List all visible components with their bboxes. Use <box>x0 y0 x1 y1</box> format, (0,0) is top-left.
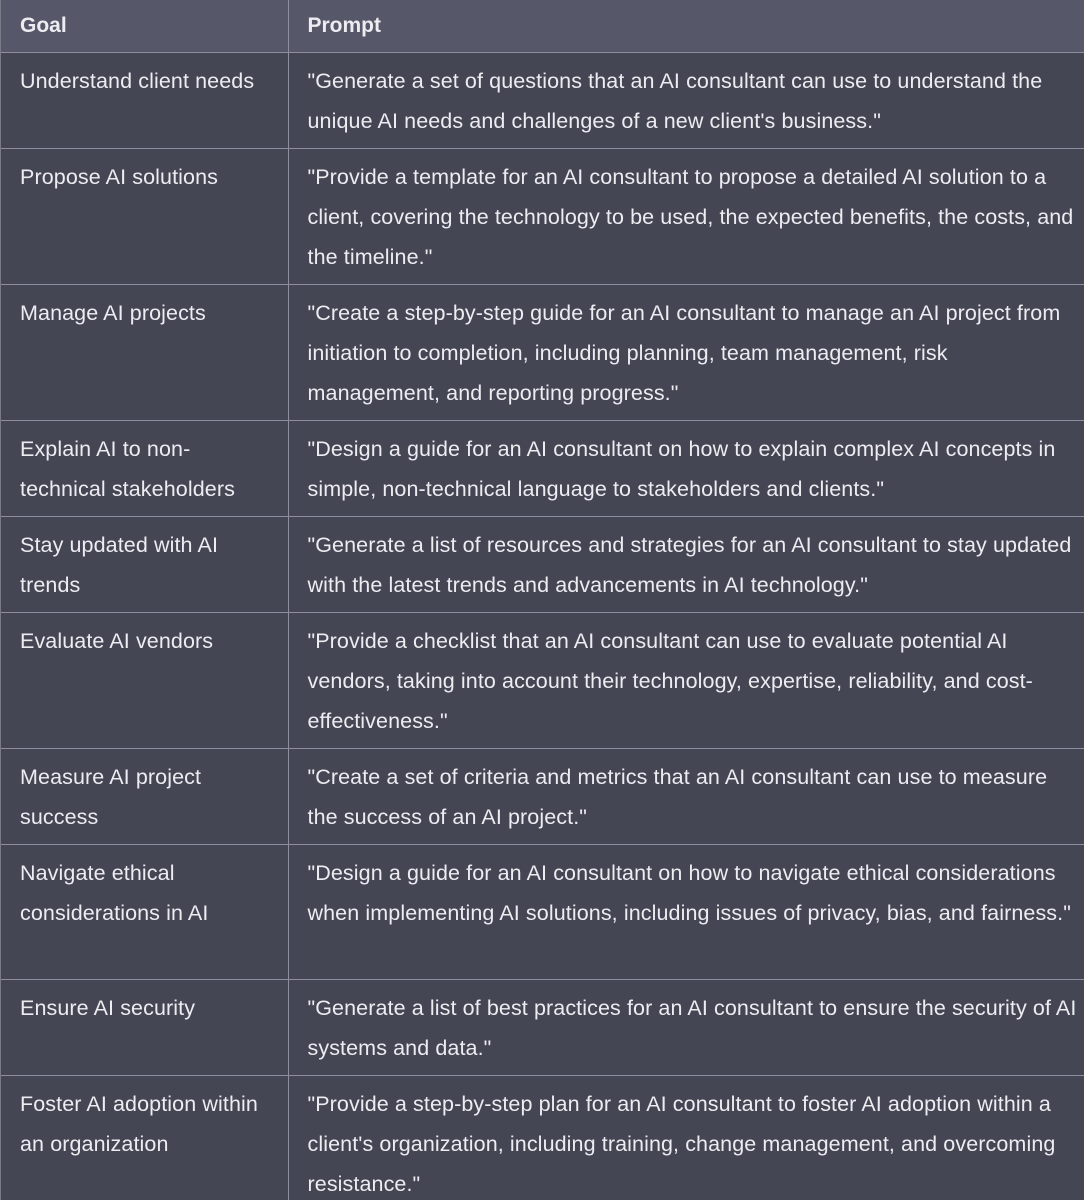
table-row <box>1 748 1084 844</box>
prompt-cell: "Generate a list of best practices for an AI consultant to ensure the security of AI systems and data." <box>288 979 1084 1075</box>
prompt-cell: "Provide a checklist that an AI consultant can use to evaluate potential AI vendors, taking into account their technology, expertise, reliability, and cost-effectiveness." <box>288 612 1084 748</box>
goal-cell: Navigate ethical considerations in AI <box>1 844 288 979</box>
prompt-cell: "Generate a set of questions that an AI consultant can use to understand the unique AI needs and challenges of a new client's business." <box>288 52 1084 148</box>
goal-cell: Propose AI solutions <box>1 148 288 284</box>
prompt-cell: "Provide a template for an AI consultant to propose a detailed AI solution to a client, covering the technology to be used, the expected benefits, the costs, and the timeline." <box>288 148 1084 284</box>
goal-cell: Evaluate AI vendors <box>1 612 288 748</box>
prompt-cell: "Create a step-by-step guide for an AI consultant to manage an AI project from initiation to completion, including planning, team management, risk management, and reporting progress." <box>288 284 1084 420</box>
prompt-cell: "Design a guide for an AI consultant on how to explain complex AI concepts in simple, non-technical language to stakeholders and clients." <box>288 420 1084 516</box>
table-row <box>1 516 1084 612</box>
prompt-cell: "Create a set of criteria and metrics that an AI consultant can use to measure the success of an AI project." <box>288 748 1084 844</box>
table-row <box>1 420 1084 516</box>
table-row <box>1 284 1084 420</box>
goal-cell: Measure AI project success <box>1 748 288 844</box>
prompt-cell: "Generate a list of resources and strategies for an AI consultant to stay updated with the latest trends and advancements in AI technology." <box>288 516 1084 612</box>
table-row <box>1 844 1084 979</box>
table-row <box>1 1075 1084 1200</box>
table-header <box>1 0 1084 52</box>
goal-cell: Manage AI projects <box>1 284 288 420</box>
header-prompt: Prompt <box>288 0 1084 52</box>
header-goal: Goal <box>1 0 288 52</box>
table-row <box>1 52 1084 148</box>
table-row <box>1 148 1084 284</box>
prompt-cell: "Design a guide for an AI consultant on how to navigate ethical considerations when implementing AI solutions, including issues of privacy, bias, and fairness." <box>288 844 1084 979</box>
goal-cell: Foster AI adoption within an organization <box>1 1075 288 1200</box>
goal-cell: Ensure AI security <box>1 979 288 1075</box>
goal-cell: Understand client needs <box>1 52 288 148</box>
header-row <box>1 0 1084 52</box>
table-row <box>1 612 1084 748</box>
goal-cell: Stay updated with AI trends <box>1 516 288 612</box>
table-row <box>1 979 1084 1075</box>
table-body <box>1 52 1084 1200</box>
goal-prompt-table <box>1 0 1084 1200</box>
goal-cell: Explain AI to non-technical stakeholders <box>1 420 288 516</box>
prompt-cell: "Provide a step-by-step plan for an AI consultant to foster AI adoption within a client's organization, including training, change management, and overcoming resistance." <box>307 1091 1056 1196</box>
